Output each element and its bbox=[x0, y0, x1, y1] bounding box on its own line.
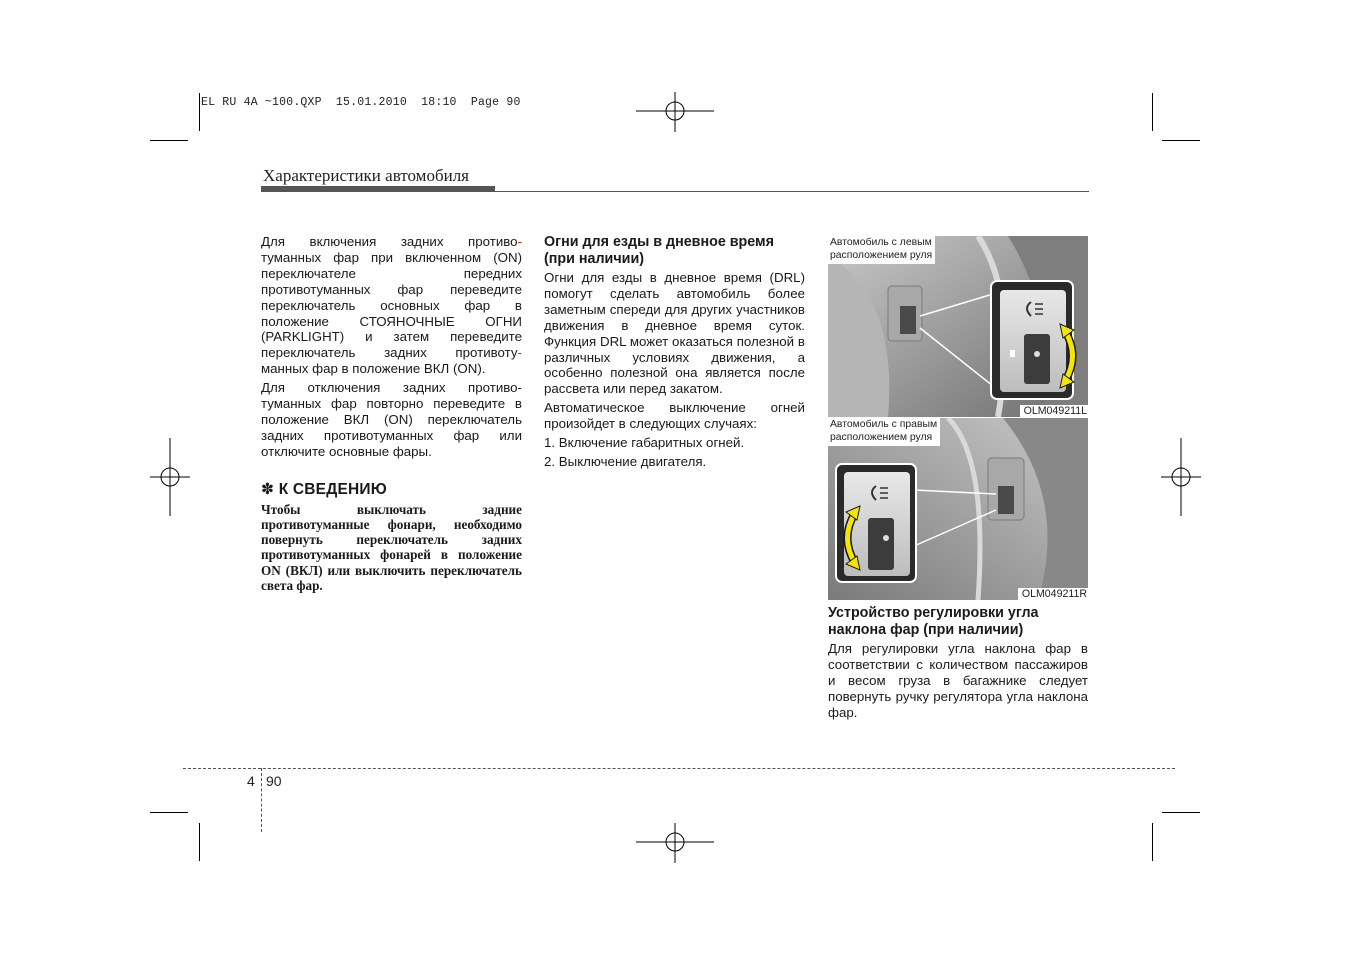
figure-lhd bbox=[828, 236, 1088, 417]
figure-lhd-code: OLM049211L bbox=[1020, 405, 1088, 417]
headlamp-leveling-paragraph: Для регулировки угла наклона фар в соответствии с количеством пассажиров и весом груза в багажнике следует повернуть ручку регулятора угла наклона фар. bbox=[828, 641, 1088, 720]
drl-auto-off-paragraph: Автоматическое выключение огней произойдет в следующих случаях: bbox=[544, 400, 805, 432]
print-slug: EL RU 4A ~100.QXP 15.01.2010 18:10 Page 90 bbox=[201, 96, 521, 109]
title-underline-thin bbox=[261, 191, 1089, 192]
footer-divider bbox=[261, 768, 262, 832]
figure-rhd-caption: Автомобиль с правым расположением руля bbox=[828, 418, 940, 446]
figure-rhd bbox=[828, 418, 1088, 600]
figure-lhd-caption: Автомобиль с левым расположением руля bbox=[828, 236, 935, 264]
note-text: Чтобы выключать задние противотуманные фонари, необходимо повернуть переключатель задних противотуманных фонарей в положение ON (ВКЛ) или выключить переключатель света фар. bbox=[261, 501, 522, 594]
list-item: 2. Выключение двигателя. bbox=[544, 453, 707, 469]
rear-fog-off-paragraph: Для отключения задних противо-туманных фар повторно переведите в положение ВКЛ (ON) переключатель задних противотуманных фар или отключите основные фары. bbox=[261, 380, 522, 459]
chapter-number: 4 bbox=[247, 773, 255, 789]
footer-rule bbox=[183, 768, 1175, 769]
drl-paragraph: Огни для езды в дневное время (DRL) помогут сделать автомобиль более заметным спереди для других участников движения в дневное время суток. Функция DRL может оказаться полезной в различных условиях движения, а особенно полезной она является после рассвета или перед закатом. bbox=[544, 270, 805, 397]
drl-heading: Огни для езды в дневное время (при наличии) bbox=[544, 234, 774, 267]
right-column bbox=[828, 605, 1088, 724]
registration-mark-right bbox=[1161, 438, 1201, 516]
registration-mark-top bbox=[636, 92, 714, 132]
rear-fog-on-paragraph: Для включения задних противо- туманных фар при включенном (ON) переключателе передних противотуманных фар переведите переключатель основных фар в положение СТОЯНОЧНЫЕ ОГНИ (PARKLIGHT) и затем переведите переключатель задних противоту- манных фар в положение ВКЛ (ON). bbox=[261, 234, 522, 377]
registration-mark-bottom bbox=[636, 823, 714, 863]
section-title: Характеристики автомобиля bbox=[263, 166, 469, 185]
list-item: 1. Включение габаритных огней. bbox=[544, 435, 745, 451]
figure-rhd-code: OLM049211R bbox=[1018, 588, 1088, 600]
left-column bbox=[261, 234, 522, 593]
middle-column bbox=[544, 234, 805, 473]
headlamp-leveling-heading: Устройство регулировки угла наклона фар (при наличии) bbox=[828, 605, 1039, 638]
registration-mark-left bbox=[150, 438, 190, 516]
page-number: 90 bbox=[266, 773, 282, 789]
asterisk-icon: ✽ bbox=[261, 480, 275, 498]
note-heading: ✽ К СВЕДЕНИЮ bbox=[261, 480, 387, 498]
